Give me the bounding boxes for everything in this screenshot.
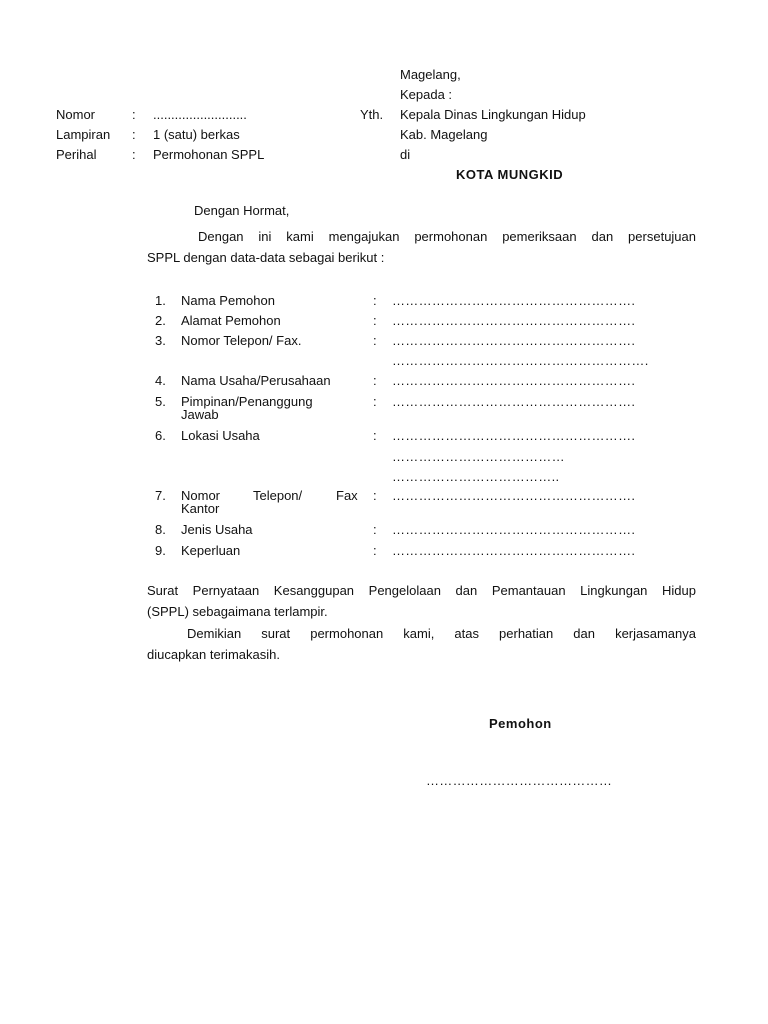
item-fill: ………………………………………………. — [392, 522, 636, 537]
item-fill: ………………………………………………. — [392, 488, 636, 503]
item-fill: ………………………………………………. — [392, 394, 636, 409]
meta-value: Permohonan SPPL — [153, 147, 265, 162]
item-number: 5. — [155, 394, 166, 409]
item-number: 3. — [155, 333, 166, 348]
closing-p1-line2: (SPPL) sebagaimana terlampir. — [147, 604, 328, 619]
signature-title: Pemohon — [489, 716, 552, 731]
item-label: Keperluan — [181, 543, 241, 558]
recipient-line2: Kab. Magelang — [400, 127, 488, 142]
item-fill-extra: ………………………………… — [392, 449, 565, 464]
item-fill: ………………………………………………. — [392, 373, 636, 388]
item-fill-extra: …………………………………………………. — [392, 353, 649, 368]
item-label-cont: Kantor — [181, 501, 220, 516]
item-number: 9. — [155, 543, 166, 558]
meta-colon: : — [132, 127, 136, 142]
meta-label: Lampiran — [56, 127, 111, 142]
item-fill: ………………………………………………. — [392, 293, 636, 308]
place-date: Magelang, — [400, 67, 461, 82]
item-fill: ………………………………………………. — [392, 313, 636, 328]
di-label: di — [400, 147, 411, 162]
item-label: Nomor Telepon/ Fax. — [181, 333, 302, 348]
intro-line1: Dengan ini kami mengajukan permohonan pemeriksaan dan persetujuan — [198, 229, 696, 244]
item-fill: ………………………………………………. — [392, 333, 636, 348]
kepada-label: Kepada : — [400, 87, 453, 102]
item-colon: : — [373, 428, 377, 443]
greeting: Dengan Hormat, — [194, 203, 290, 218]
recipient-city: KOTA MUNGKID — [456, 167, 564, 182]
item-colon: : — [373, 394, 377, 409]
item-label-word: Telepon/ — [253, 488, 303, 503]
meta-value: .......................... — [153, 107, 247, 122]
item-label: Nama Pemohon — [181, 293, 275, 308]
meta-label: Perihal — [56, 147, 97, 162]
item-colon: : — [373, 488, 377, 503]
item-label-cont: Jawab — [181, 407, 219, 422]
item-number: 6. — [155, 428, 166, 443]
item-label: Pimpinan/Penanggung — [181, 394, 313, 409]
recipient-line1: Kepala Dinas Lingkungan Hidup — [400, 107, 586, 122]
item-colon: : — [373, 522, 377, 537]
item-fill: ………………………………………………. — [392, 543, 636, 558]
item-label: Jenis Usaha — [181, 522, 253, 537]
intro-line2: SPPL dengan data-data sebagai berikut : — [147, 250, 385, 265]
item-colon: : — [373, 373, 377, 388]
item-label: Nama Usaha/Perusahaan — [181, 373, 331, 388]
closing-p1-line1: Surat Pernyataan Kesanggupan Pengelolaan dan Pemantauan Lingkungan Hidup — [147, 583, 696, 598]
item-label-word: Fax — [336, 488, 358, 503]
item-fill: ………………………………………………. — [392, 428, 636, 443]
item-colon: : — [373, 293, 377, 308]
item-number: 8. — [155, 522, 166, 537]
yth-label: Yth. — [360, 107, 384, 122]
meta-value: 1 (satu) berkas — [153, 127, 240, 142]
item-label: Alamat Pemohon — [181, 313, 281, 328]
item-number: 7. — [155, 488, 166, 503]
item-number: 2. — [155, 313, 166, 328]
meta-colon: : — [132, 147, 136, 162]
item-colon: : — [373, 313, 377, 328]
closing-p2-line2: diucapkan terimakasih. — [147, 647, 280, 662]
signature-line: …………………………………… — [426, 773, 613, 788]
item-label-word: Nomor — [181, 488, 221, 503]
item-colon: : — [373, 543, 377, 558]
closing-p2-line1: Demikian surat permohonan kami, atas perhatian dan kerjasamanya — [187, 626, 696, 641]
meta-label: Nomor — [56, 107, 96, 122]
item-label: Lokasi Usaha — [181, 428, 260, 443]
item-number: 1. — [155, 293, 166, 308]
meta-colon: : — [132, 107, 136, 122]
item-fill-extra: ……………………………….. — [392, 469, 560, 484]
item-number: 4. — [155, 373, 166, 388]
item-colon: : — [373, 333, 377, 348]
